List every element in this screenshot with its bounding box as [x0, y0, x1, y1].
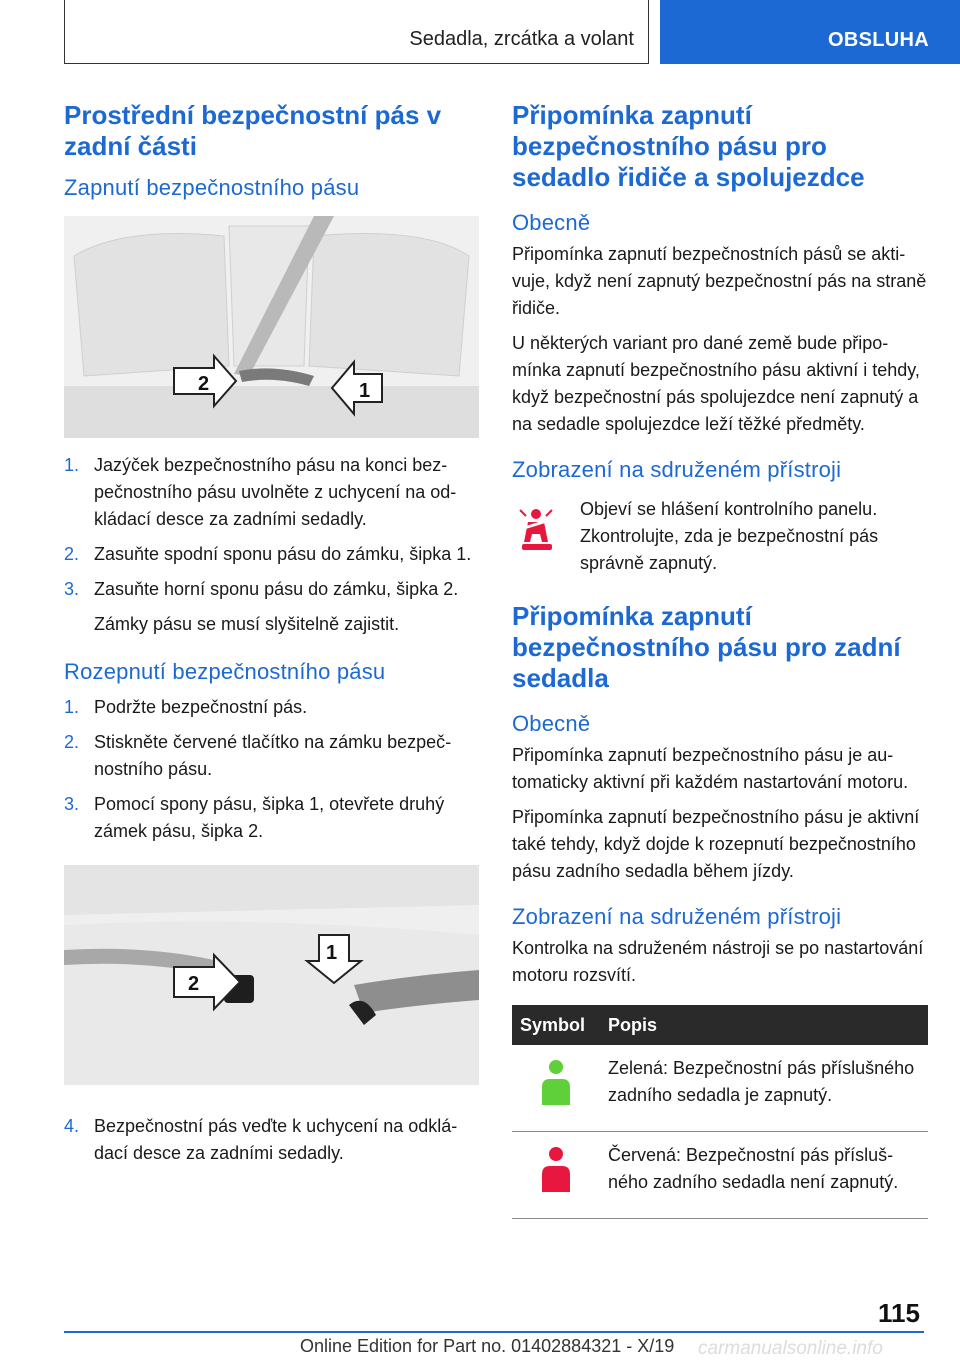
column-header: Symbol: [512, 1005, 600, 1045]
note-text: Objeví se hlášení kontrolního panelu. Zkontrolujte, zda je bezpečnostní pás správně zapnutý.: [580, 499, 879, 573]
heading-display: Zobrazení na sdruženém přístroji: [512, 904, 842, 929]
table-cell: Zelená: Bezpečnostní pás příslušného zadního sedadla je zapnutý.: [600, 1045, 928, 1132]
table-cell: Červená: Bezpečnostní pás příslušného zadního sedadla není zapnutý.: [600, 1132, 928, 1219]
fasten-note: Zámky pásu se musí slyšitelně zajistit.: [94, 614, 400, 634]
photo2-label-1: 1: [326, 942, 338, 964]
heading-front-reminder: Připomínka zapnutí bezpečnostního pásu pro sedadlo řidiče a spolujezdce: [512, 100, 865, 192]
photo-rear-seat-unfasten: [64, 865, 479, 1085]
list-item: 1. Podržte bezpečnostní pás.: [64, 697, 308, 717]
heading-display: Zobrazení na sdruženém přístroji: [512, 457, 842, 482]
list-item: 1. Jazýček bezpečnostního pásu na konci bezpečnostního pásu uvolněte z uchycení na odkládací desce za zadními sedadly.: [64, 455, 457, 529]
photo1-label-2: 2: [198, 373, 210, 395]
heading-general: Obecně: [512, 210, 591, 235]
final-steps: [64, 1113, 479, 1167]
paragraph: Připomínka zapnutí bezpečnostních pásů se aktivuje, když není zapnutý bezpečnostní pás na straně řidiče.: [512, 244, 927, 318]
heading-general: Obecně: [512, 711, 591, 736]
header-box: [64, 0, 649, 64]
heading-fasten: Zapnutí bezpečnostního pásu: [64, 175, 360, 200]
person-red-icon: [539, 1146, 573, 1196]
symbol-table: [512, 1005, 928, 1219]
control-message-note: [512, 496, 928, 577]
left-column: [64, 100, 479, 1175]
list-item: 3. Pomocí spony pásu, šipka 1, otevřete druhý zámek pásu, šipka 2.: [64, 794, 445, 841]
photo2-label-2: 2: [188, 973, 200, 995]
person-green-icon: [539, 1059, 573, 1109]
paragraph: Připomínka zapnutí bezpečnostního pásu je aktivní také tehdy, když dojde k rozepnutí bezpečnostního pásu zadního sedadla během jízdy.: [512, 807, 920, 881]
column-header: Popis: [600, 1005, 928, 1045]
list-item: 2. Stiskněte červené tlačítko na zámku bezpečnostního pásu.: [64, 732, 452, 779]
heading-rear-reminder: Připomínka zapnutí bezpečnostního pásu pro zadní sedadla: [512, 601, 901, 693]
paragraph: U některých variant pro dané země bude připomínka zapnutí bezpečnostního pásu aktivní i tehdy, když bezpečnostní pás spolujezdce není zapnutý a na sedadle spolujezdce leží těžké předměty.: [512, 333, 920, 434]
unfasten-steps: [64, 694, 479, 845]
page-number: 115: [878, 1298, 920, 1328]
heading-unfasten: Rozepnutí bezpečnostního pásu: [64, 659, 386, 684]
chapter-tab-label: OBSLUHA: [828, 29, 929, 51]
fasten-steps: [64, 452, 479, 603]
edition-info: Online Edition for Part no. 01402884321 - X/19: [300, 1336, 675, 1356]
table-row: [512, 1132, 928, 1219]
photo-rear-seat-fasten: [64, 216, 479, 438]
heading-rear-middle-belt: Prostřední bezpečnostní pás v zadní části: [64, 100, 442, 161]
right-column: [512, 100, 928, 1219]
paragraph: Kontrolka na sdruženém nástroji se po nastartování motoru rozsvítí.: [512, 938, 924, 985]
footer-divider: [64, 1331, 924, 1333]
section-title: Sedadla, zrcátka a volant: [409, 28, 634, 50]
list-item: 2. Zasuňte spodní sponu pásu do zámku, šipka 1.: [64, 544, 472, 564]
paragraph: Připomínka zapnutí bezpečnostního pásu je automaticky aktivní při každém nastartování motoru.: [512, 745, 909, 792]
watermark: carmanualsonline.info: [698, 1338, 883, 1359]
list-item: 4. Bezpečnostní pás veďte k uchycení na odkládací desce za zadními sedadly.: [64, 1116, 458, 1163]
seatbelt-warning-icon: [518, 508, 558, 564]
chapter-tab: [660, 0, 960, 64]
photo1-label-1: 1: [359, 380, 371, 402]
table-row: [512, 1045, 928, 1132]
list-item: 3. Zasuňte horní sponu pásu do zámku, šipka 2.: [64, 579, 459, 599]
